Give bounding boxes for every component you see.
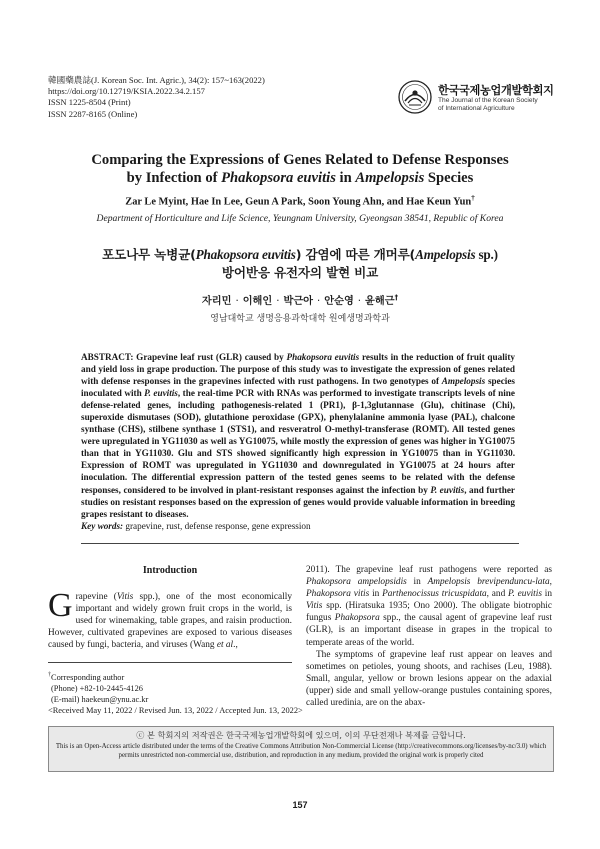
intro-paragraph-2: The symptoms of grapevine leaf rust appear on leaves and sometimes on petioles, young shoots, and rachises (Leu, 1988). Small, angular, yellow or brown lesions appear on the adaxial (upper) side and small yellow-orange pustules containing spores, called uredinia, are on the abax-: [306, 649, 552, 709]
correspondence-footnote: †Corresponding author (Phone) +82-10-2445-4126 (E-mail) haekeun@ynu.ac.kr <Received May 11, 2022 / Revised Jun. 13, 2022 / Accepted Jun. 13, 2022>: [48, 672, 303, 715]
affiliation-korean: 영남대학교 생명응용과학대학 원예생명과학과: [210, 314, 390, 324]
license-box: [48, 726, 554, 772]
author-list-english: Zar Le Myint, Hae In Lee, Geun A Park, Soon Young Ahn, and Hae Keun Yun†: [125, 194, 475, 208]
body-column-right: [306, 564, 552, 709]
abstract: ABSTRACT: Grapevine leaf rust (GLR) caused by Phakopsora euvitis results in the reduction of fruit quality and yield loss in grape production. The purpose of this study was to investigate the expression of genes related with defense responses in the grapevines infected with rust pathogens. In two genotypes of Ampelopsis species inoculated with P. euvitis, the real-time PCR with RNAs was performed to investigate transcripts levels of nine defense-related genes, including pathogenesis-related 1 (PR1), β-1,3glutannase (Glu), chitinase (Chi), superoxide dismutases (SOD), glutathione peroxidase (GPX), phenylalanine ammonia lyase (PAL), chalcone synthase (CHS), stilbene synthase 1 (STS1), and resveratrol O-methyl-transferase (ROMT). All tested genes were upregulated in YG11030 as well as YG10075, while mostly the expression of genes was higher in YG10075 than that in YG11030. Glu and STS showed significantly high expression in YG10075 than in YG11030. Expression of ROMT was upregulated in YG11030 and downregulated in YG10075 at 24 hours after inoculation. The differential expression pattern of the tested genes seems to be related with the defense responses, considered to be involved in plant-resistant responses against the infection by P. euvitis, and further studies on resistant responses based on the expression of genes would provide valuable information in breeding grapes resistant to diseases.: [81, 352, 515, 519]
journal-citation: 韓國藥農誌(J. Korean Soc. Int. Agric.), 34(2): 157~163(2022): [48, 75, 265, 85]
doi-link[interactable]: https://doi.org/10.12719/KSIA.2022.34.2.157: [48, 86, 205, 97]
intro-paragraph-1: Grapevine (Vitis spp.), one of the most economically important and widely grown fruit crops in the world, is used for winemaking, table grapes, and raisin production. However, cultivated grapevines are exposed to various diseases caused by fungi, bacteria, and viruses (Wang et al.,: [48, 587, 292, 651]
paper-title-korean: 포도나무 녹병균(Phakopsora euvitis) 감염에 따른 개머루(Ampelopsis sp.) 방어반응 유전자의 발현 비교: [102, 247, 498, 280]
copyright-notice-korean: ⓒ 본 학회지의 저작권은 한국국제농업개발학회에 있으며, 이의 무단전재나 복제를 금합니다.: [136, 730, 466, 740]
page-number: 157: [292, 800, 308, 810]
keywords-label: Key words:: [81, 521, 124, 531]
corresponding-mark: †: [471, 194, 475, 202]
footnote-divider: [48, 662, 292, 663]
journal-metadata: [48, 75, 265, 120]
society-seal-icon: [398, 80, 432, 114]
society-logo: [398, 80, 568, 116]
section-divider: [81, 543, 519, 544]
society-name-korean: 한국국제농업개발학회지: [438, 84, 554, 97]
intro-paragraph-continued: 2011). The grapevine leaf rust pathogens were reported as Phakopsora ampelopsidis in Ampelopsis brevipenduncu-lata, Phakopsora vitis in Parthenocissus tricuspidata, and P. euvitis in Vitis spp. (Hiratsuka 1935; Ono 2000). The obligate biotrophic fungus Phakopsora spp., the causal agent of grapevine leaf rust (GLR), is an important disease in grapes in the tropical to temperate areas of the world.: [306, 565, 552, 648]
paper-title-english: Comparing the Expressions of Genes Related to Defense Responses by Infection of Phakopsora euvitis in Ampelopsis Species: [91, 152, 509, 186]
author-list-korean: 자리민 · 이해인 · 박근아 · 안순영 · 윤해근†: [201, 293, 399, 307]
abstract-label: ABSTRACT:: [81, 352, 134, 362]
issn-online: ISSN 2287-8165 (Online): [48, 108, 138, 119]
license-notice-english: This is an Open-Access article distributed under the terms of the Creative Commons Attribution Non-Commercial License (http://creativecommons.org/licenses/by-nc/3.0) which permits unrestricted non-commercial use, distribution, and reproduction in any medium, provided the original work is properly cited: [55, 743, 547, 759]
affiliation-english: Department of Horticulture and Life Science, Yeungnam University, Gyeongsan 38541, Republic of Korea: [96, 213, 504, 224]
keywords: Key words: grapevine, rust, defense response, gene expression: [81, 521, 311, 531]
correspondence-email[interactable]: (E-mail) haekeun@ynu.ac.kr: [51, 694, 149, 704]
drop-cap: G: [48, 587, 73, 625]
body-column-left: [48, 565, 292, 652]
received-dates: <Received May 11, 2022 / Revised Jun. 13, 2022 / Accepted Jun. 13, 2022>: [48, 705, 303, 715]
section-heading-introduction: Introduction: [142, 565, 198, 576]
issn-print: ISSN 1225-8504 (Print): [48, 97, 131, 108]
society-name-english: The Journal of the Korean Society of International Agriculture: [438, 97, 538, 112]
